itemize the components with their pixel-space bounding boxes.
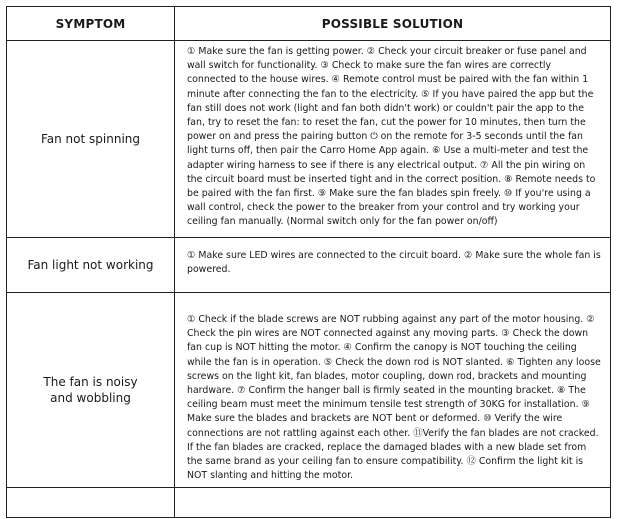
symptom-cell: Fan not spinning (7, 41, 175, 238)
solution-cell: ① Check if the blade screws are NOT rubbing against any part of the motor housing. ② Check the pin wires are NOT connected against any moving parts. ③ Check the down fan cup is NOT hitting the motor. ④ Confirm the canopy is NOT touching the ceiling while the fan is in operation. ⑤ Check the down rod is NOT slanted. ⑥ Tighten any loose screws on the light kit, fan blades, motor coupling, down rod, brackets and mounting hardware. ⑦ Confirm the hanger ball is firmly seated in the mounting bracket. ⑧ The ceiling beam must meet the minimum tensile test strength of 30KG for installation. ⑨ Make sure the blades and brackets are NOT bent or deformed. ⑩ Verify the wire connections are not rattling against each other. ⑪Verify the fan blades are not cracked. If the fan blades are cracked, replace the damaged blades with a new blade set from the same brand as your ceiling fan to ensure compatibility. ⑫ Confirm the light kit is NOT slanting and hitting the motor. (175, 293, 611, 488)
solution-cell: ① Make sure LED wires are connected to the circuit board. ② Make sure the whole fan is powered. (175, 238, 611, 293)
symptom-cell: The fan is noisy and wobbling (7, 293, 175, 488)
table-row (7, 238, 611, 293)
table-header-row (7, 7, 611, 41)
symptom-header: SYMPTOM (7, 7, 175, 41)
table-row (7, 488, 611, 518)
table-row (7, 293, 611, 488)
table-row (7, 41, 611, 238)
solution-cell-empty (175, 488, 611, 518)
symptom-cell-empty (7, 488, 175, 518)
symptom-cell: Fan light not working (7, 238, 175, 293)
troubleshooting-table (6, 6, 611, 518)
solution-cell: ① Make sure the fan is getting power. ② Check your circuit breaker or fuse panel and wall switch for functionality. ③ Check to make sure the fan wires are correctly connected to the house wires. ④ Remote control must be paired with the fan within 1 minute after connecting the fan to the electricity. ⑤ If you have paired the app but the fan still does not work (light and fan both didn't work) or couldn't pair the app to the fan, try to reset the fan: to reset the fan, cut the power for 10 minutes, then turn the power on and press the pairing button ⏻ on the remote for 3-5 seconds until the fan light turns off, then pair the Carro Home App again. ⑥ Use a multi-meter and test the adapter wiring harness to see if there is any electrical output. ⑦ All the pin wiring on the circuit board must be inserted tight and in the correct position. ⑧ Remote needs to be paired with the fan first. ⑨ Make sure the fan blades spin freely. ⑩ If you're using a wall control, check the power to the breaker from your control and try working your ceiling fan manually. (Normal switch only for the fan power on/off) (175, 41, 611, 238)
solution-header: POSSIBLE SOLUTION (175, 7, 611, 41)
